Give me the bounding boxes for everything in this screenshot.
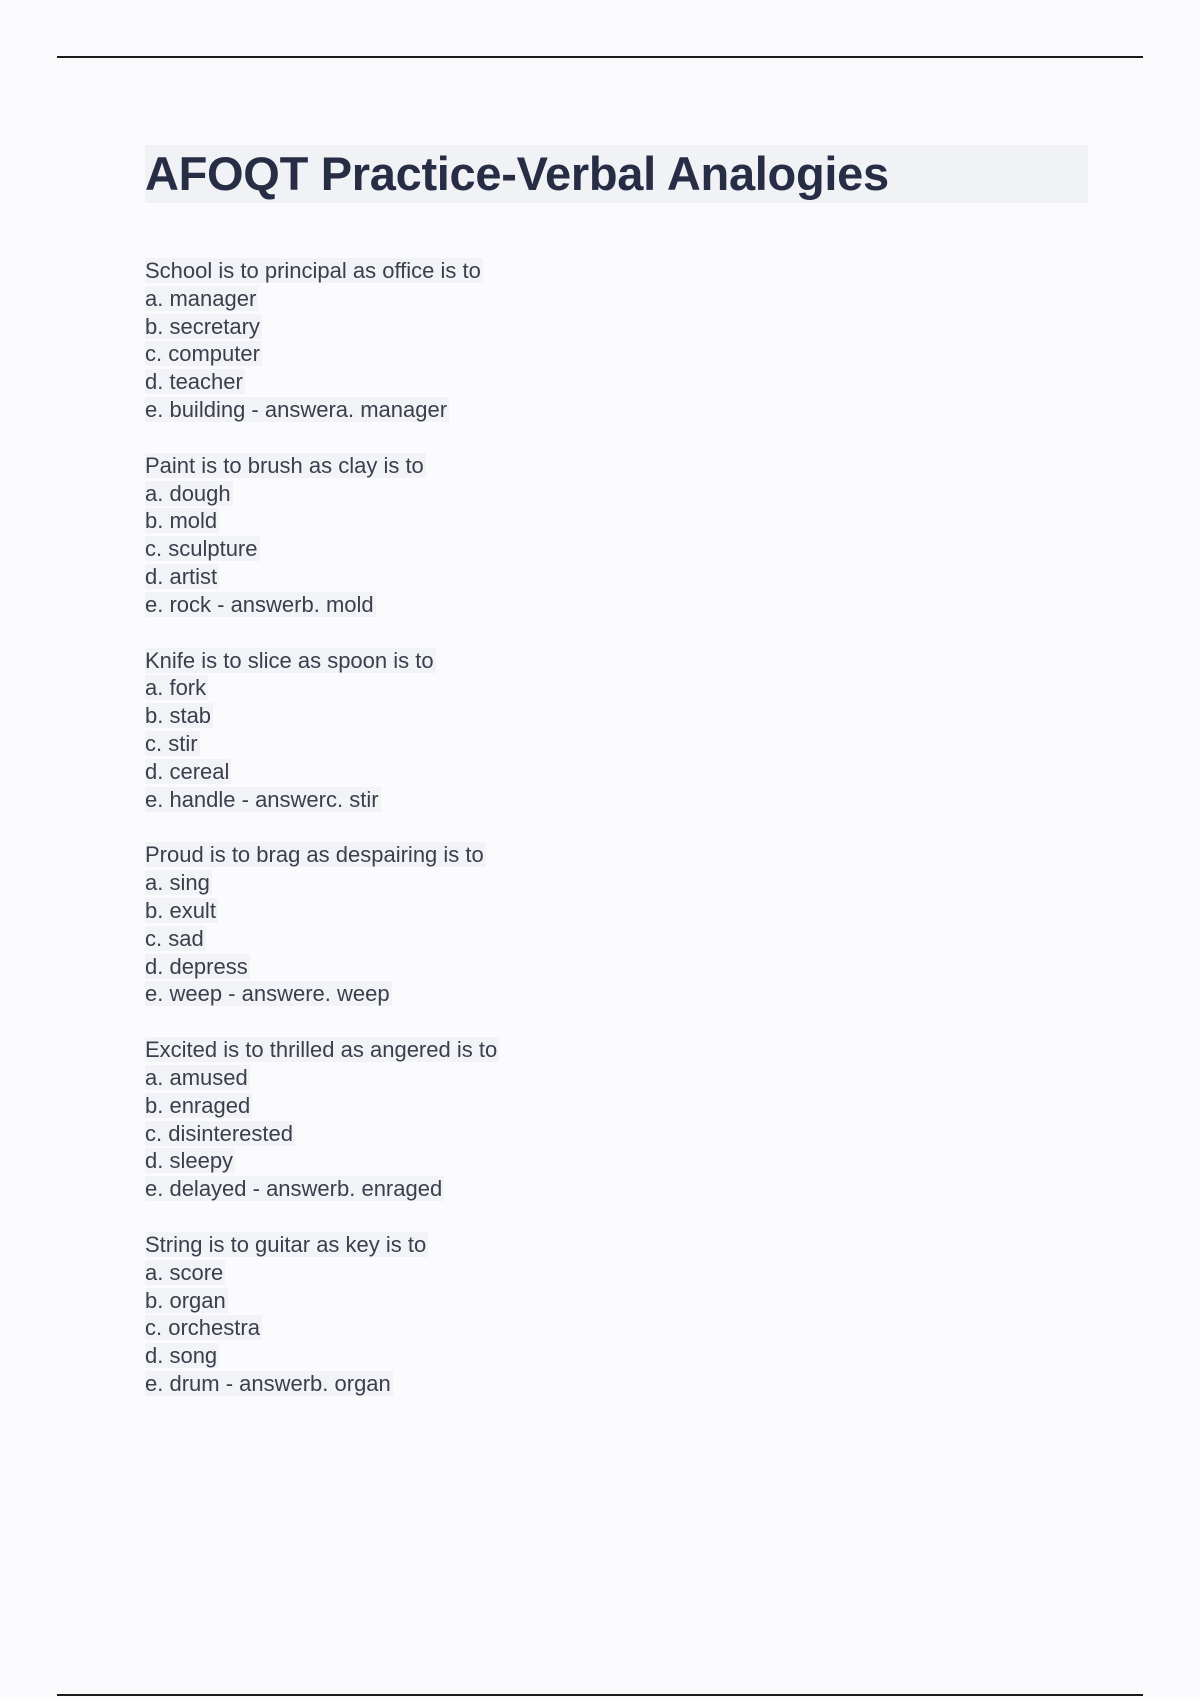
answer-option-with-answer: e. handle - answerc. stir	[145, 786, 379, 812]
question-prompt: School is to principal as office is to	[145, 258, 481, 283]
answer-option: d. teacher	[145, 369, 243, 395]
question-block	[145, 452, 499, 619]
question-block	[145, 257, 499, 424]
question-prompt: Excited is to thrilled as angered is to	[145, 1037, 498, 1063]
answer-option: c. computer	[145, 341, 260, 367]
question-prompt: String is to guitar as key is to	[145, 1231, 427, 1257]
page-title: AFOQT Practice-Verbal Analogies	[145, 147, 889, 200]
answer-option-with-answer: e. building - answera. manager	[145, 396, 448, 422]
bottom-rule	[57, 1694, 1143, 1696]
question-prompt: Knife is to slice as spoon is to	[145, 647, 434, 673]
answer-option: b. exult	[145, 897, 216, 923]
question-block	[145, 647, 499, 814]
answer-option: a. manager	[145, 285, 257, 311]
answer-option: b. secretary	[145, 313, 260, 339]
answer-option: c. sad	[145, 925, 204, 951]
answer-option-with-answer: e. rock - answerb. mold	[145, 591, 374, 617]
answer-option: d. cereal	[145, 758, 230, 784]
answer-option: b. mold	[145, 508, 218, 534]
answer-option-with-answer: e. delayed - answerb. enraged	[145, 1176, 443, 1202]
question-list	[145, 257, 499, 1426]
answer-option-with-answer: e. drum - answerb. organ	[145, 1370, 391, 1396]
question-prompt: Proud is to brag as despairing is to	[145, 842, 484, 868]
answer-option: c. sculpture	[145, 536, 258, 562]
question-prompt: Paint is to brush as clay is to	[145, 452, 424, 478]
answer-option: c. orchestra	[145, 1315, 260, 1341]
answer-option: b. enraged	[145, 1092, 251, 1118]
answer-option: b. organ	[145, 1287, 226, 1313]
top-rule	[57, 56, 1143, 58]
answer-option: d. depress	[145, 953, 248, 979]
question-block	[145, 841, 499, 1008]
answer-option: c. disinterested	[145, 1120, 293, 1146]
question-block	[145, 1231, 499, 1398]
answer-option: b. stab	[145, 703, 212, 729]
answer-option: a. fork	[145, 675, 207, 701]
answer-option: d. sleepy	[145, 1148, 234, 1174]
answer-option: c. stir	[145, 730, 198, 756]
answer-option: d. artist	[145, 563, 218, 589]
answer-option: a. dough	[145, 480, 231, 506]
answer-option: a. amused	[145, 1064, 248, 1090]
answer-option: d. song	[145, 1343, 218, 1369]
answer-option: a. score	[145, 1259, 224, 1285]
question-block	[145, 1036, 499, 1203]
answer-option: a. sing	[145, 870, 210, 896]
answer-option-with-answer: e. weep - answere. weep	[145, 981, 390, 1007]
